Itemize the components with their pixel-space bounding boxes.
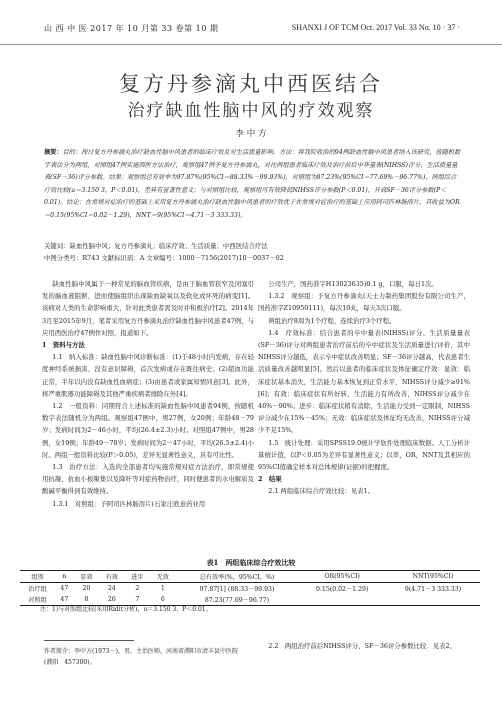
journal-header-right: SHANXI J OF TCM Oct. 2017 Vol. 33 No. 10 · 37 ·	[291, 23, 460, 32]
table-cell: 47	[60, 585, 69, 592]
table-header-cell: NNT(95%CI)	[412, 573, 454, 580]
section-heading: 2 结果	[258, 475, 282, 484]
paragraph: 1.4 疗效标准：结合患者的卒中量表(NIHSS)评分、生活质量量表(SF－36)评分对两组患者治疗前后的卒中症状及生活质量进行评价，其中NIHSS评分越低，表示卒中症状改善明显；SF－36评分越高，代表患者生活质量改善越明显[5]。然后以患者的临床症状及体征确定疗效：显效：临床症状基本消失，生活能力基本恢复到正常水平，NIHSS评分减少≥91%[6]；有效：临床症状有所好转，生活能力有所改善，NIHSS评分减少在46%－90%；进步：临床症状稍有消除，生活能力受到一定限制，NIHSS评分减少在15%－45%；无效：临床症状及体征均无改善，NIHSS评分减少不足15%。	[258, 328, 470, 435]
table-header-cell: 进步	[131, 574, 144, 581]
table-cell: 治疗组	[28, 586, 47, 593]
paragraph: 2.1 两组临床综合疗效比较：见表1。	[268, 487, 374, 496]
table-cell: 1	[160, 585, 165, 592]
table-header-row	[20, 571, 480, 583]
table-cell: 24	[107, 585, 116, 592]
table-title: 表1 两组临床综合疗效比较	[206, 558, 296, 567]
table-header-cell: 显效	[80, 574, 93, 581]
body-right-column-bottom	[258, 640, 470, 652]
table-cell: 97.87[1] (88.33－99.93)	[199, 586, 275, 593]
paragraph: 公司生产，国药准字H13023635)0.1 g，口服，每日1次。	[268, 280, 438, 288]
table-cell: 6	[160, 596, 165, 603]
abstract-text: 目的：探讨复方丹参滴丸治疗缺血性脑中风患者的临床疗效及对生活质量影响。方法：将我院收治的94例缺血性脑中风患者纳入该研究，按随机数字表法分为两组，对照组47例实施西医方法治疗，观察组47例予复方丹参滴丸，对比两组患者临床疗效及治疗前后中华量表(NIHSS)评分、生活质量量表(SF－36)评分参数。结果：观察组总有效率为97.87%(95%CI＝88.33%－99.93%)，对照组为87.23%(95%CI＝77.69%－96.77%)，两组综合疗效比较(u＝3.150 3，P＜0.01)，差异有显著性意义；与对照组比较，观察组可有效降低NIHSS评分参数(P＜0.01)，升高SF－36评分参数(P＜0.01)。结论：在常规对症治疗的基础上采用复方丹参滴丸治疗缺血性脑中风患者的疗效优于在常规对症治疗的基础上应用阿司匹林肠溶片，其收益为OR＝0.15(95%CI＝0.02－1.29)，NNT＝9(95%CI＝4.71－3 333.33)。	[44, 149, 461, 219]
journal-header-left: 山 西 中 医 2017 年 10 月第 33 卷第 10 期	[44, 24, 219, 33]
table-header-cell: n	[62, 573, 67, 580]
keywords-block	[44, 240, 462, 264]
table-cell: 对照组	[28, 597, 47, 604]
table-note: 注：1)与对照组比较(采用Ridit分析)，u＝3.150 3，P＜0.01。	[40, 606, 212, 613]
paragraph: 1.3.1 对照组：予阿司匹林肠溶片(石家庄欧意药业用	[52, 499, 206, 508]
running-header	[0, 0, 502, 45]
table-cell: 47	[60, 596, 69, 603]
table-cell	[386, 594, 480, 606]
classification-line: 中图分类号：R743 文献标识码：A 文章编号：1000－7156(2017)10－0037－02	[44, 254, 284, 262]
table-cell: 26	[107, 596, 116, 603]
author-footnote: 作者简介：李中方(1973－)，男，主治医师，河南省濮阳市清丰县中医院(濮阳 457300)。	[44, 648, 238, 666]
article-title-line1: 复方丹参滴丸中西医结合	[119, 72, 383, 96]
table-header-cell: 有效	[105, 574, 118, 581]
paragraph: 2.2 两组治疗前后NIHSS评分、SF－36评分参数比较：见表2。	[268, 642, 456, 650]
table-header-cell: 组别	[31, 574, 44, 581]
table-cell	[298, 594, 386, 606]
article-title-line2: 治疗缺血性脑中风的疗效观察	[127, 101, 375, 121]
paragraph: 1.3.2 观察组：予复方丹参滴丸(天士力制药集团股份有限公司生产，国药准字Z10950111)，每次10丸，每天3次口服。	[258, 292, 470, 313]
paragraph: 1.1 纳入标准：缺血性脑中风诊断标准：(1)于48小时内发病，存在轻度神经系统损害，没有意识障碍，首次发病或存在既往病史；(2)超血功能正常，半年以内没有缺血性血病症；(3)由患者或家属知情同意[3]。此外，将严重肌器功能障碍及其他严重疾病者排除在外[4]。	[42, 353, 254, 398]
table-header-cell: OR(95%CI)	[324, 573, 360, 580]
table-cell: 20	[82, 585, 91, 592]
table-cell: 8	[84, 596, 89, 603]
paragraph: 缺血性脑中风属于一种常见的脑血管疾病，是由于脑血管狭窄及闭塞引发的脑血液阻断，进而使脑组织出现缺血缺氧以及软化或坏死的病变[1]。该病对人类的生命影响重大，针对此类患者需及时并积极治疗[2]。2014年3月至2015年9月，笔者采用复方丹参滴丸治疗缺血性脑中风患者47例，与应用西医治疗47例作对照，报道如下。	[42, 280, 254, 337]
paragraph: 两组治疗8周为1个疗程，连续治疗3个疗程。	[268, 316, 396, 325]
table-header-cell: 无效	[156, 574, 169, 581]
paragraph: 1.2 一般资料：同期符合上述标准的缺血性脑中风患者94例，按随机数字表法随机分为两组。观察组47例中，男27例，女20例；年龄48－79岁；发病时间为2－46小时，平均(26.4±2.3)小时。对照组47例中，男28例，女19例；年龄49－78岁；发病时间为2－47小时，平均(26.5±2.4)小时。两组一般资料比较(P＞0.05)，差异无显著性意义，具有可比性。	[42, 402, 254, 459]
efficacy-table	[20, 570, 480, 606]
paragraph: 1.3 治疗方法：入选的全部患者均实施常规对症方法治疗，即常规使用抗凝、抗血小板聚集以及降纤等对症药物治疗，同时便患者的水电解质及酸碱平衡得到有效维持。	[42, 463, 254, 496]
table-body	[20, 583, 480, 606]
body-right-column	[258, 278, 470, 498]
table-header-cell: 总有效率(%，95%CI，%)	[199, 574, 275, 581]
table-row	[20, 583, 480, 595]
table-cell: 2	[135, 585, 140, 592]
table-cell: 9(4.71－3 333.33)	[404, 586, 462, 593]
body-left-column	[42, 278, 254, 510]
author-name: 李 中 方	[235, 129, 267, 139]
table-cell: 7	[135, 596, 140, 603]
abstract	[44, 147, 462, 222]
table-cell: 0.15(0.02－1.29)	[316, 586, 369, 593]
section-heading: 1 资料与方法	[42, 341, 85, 350]
table-cell: 87.23(77.69－96.77)	[204, 597, 270, 604]
footnote-divider	[44, 640, 134, 641]
abstract-label: 摘要：	[44, 149, 63, 156]
keywords: 关键词：缺血性脑中风；复方丹参滴丸；临床疗效；生活质量；中西医结合疗法	[44, 242, 268, 250]
paragraph: 1.5 统计处理：采用SPSS19.0统计学软件处理临床数据。人工分析计算统计值，以P＜0.05为差异有显著性意义；以率，OR，NNT及其相应的95%CI值确定样本对总体规律(证据)的把握度。	[258, 438, 470, 472]
